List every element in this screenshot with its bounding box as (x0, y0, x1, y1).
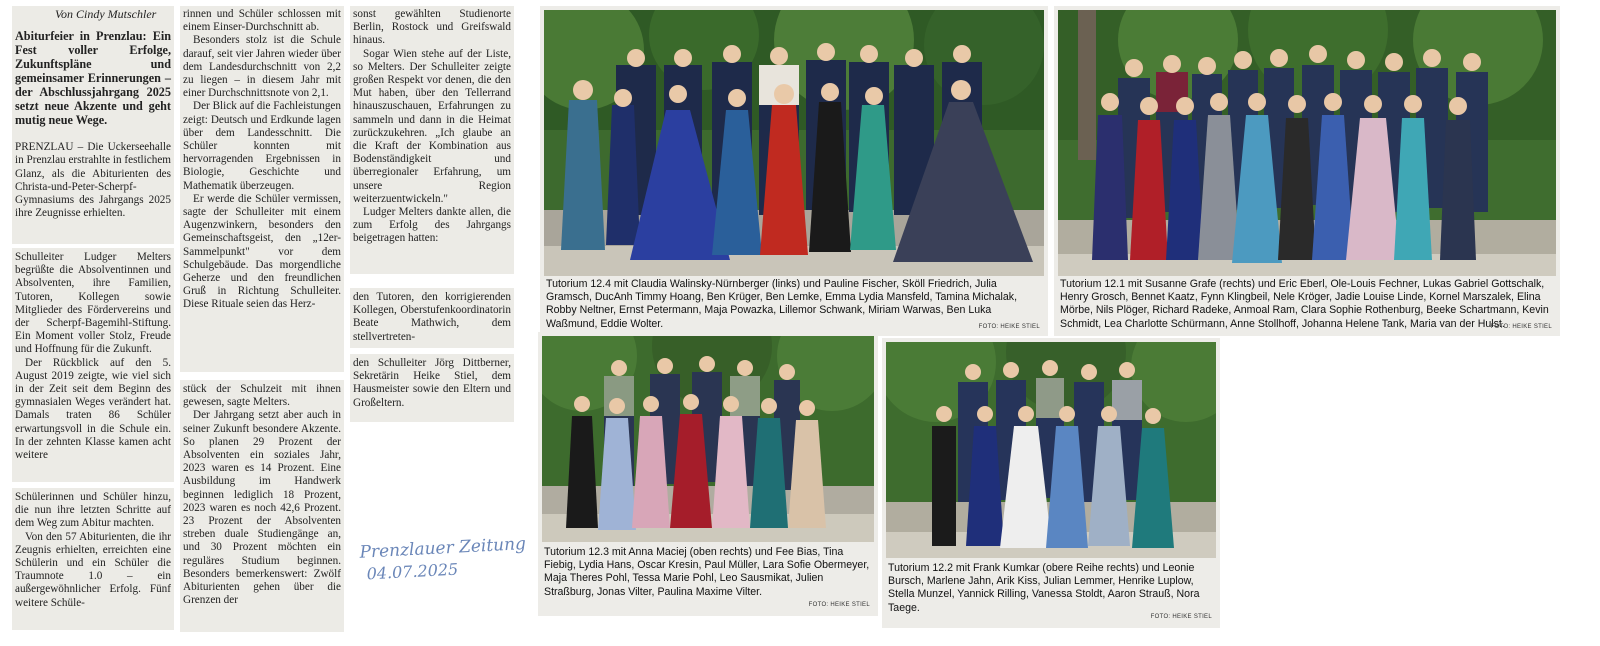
article-column-3c (350, 354, 514, 422)
photo-caption-12-3 (542, 546, 874, 614)
group-photo-12-1 (1058, 10, 1556, 276)
group-photo-12-4 (544, 10, 1044, 276)
caption-text: Tutorium 12.1 mit Susanne Grafe (rechts) und Eric Eberl, Ole-Louis Fechner, Lukas Gabriel Gottschalk, Henry Grosch, Bennet Kaatz, Fynn Klingbeil, Nele Kröger, Jadie Louise Linde, Kornel Marszalek, Elina Mörbe, Nils Plöger, Richard Radeke, Anmoal Ram, Clara Sophie Rothenburg, Beeke Schartmann, Kevin Schmidt, Lea Charlotte Schürmann, Anne Stollhoff, Johanna Helene Tank, Maria van der Hulst. (1060, 278, 1549, 330)
photo-credit: FOTO: HEIKE STIEL (808, 601, 870, 608)
caption-text: Tutorium 12.3 mit Anna Maciej (oben rechts) und Fee Bias, Tina Fiebig, Lydia Hans, Oscar Kresin, Paul Müller, Lara Sofie Obermeyer, Maja Theres Pohl, Tessa Marie Pohl, Leo Sausmikat, Julien Straßburg, Jonas Vilter, Paulina Maxime Vilter. (544, 546, 870, 598)
article-paragraph: den Schulleiter Jörg Dittberner, Sekretärin Heike Stiel, dem Hausmeister sowie den Eltern und Großeltern. (353, 357, 511, 409)
article-column-1 (12, 6, 174, 244)
article-paragraph: Besonders stolz ist die Schule darauf, seit vier Jahren wieder über dem Landesdurchschnitt von 2,2 zu liegen – in diesem Jahr mit einer Durchschnittsnote von 2,1. (183, 34, 341, 100)
photo-caption-12-1 (1058, 278, 1556, 336)
article-column-2b (180, 380, 344, 632)
article-column-3 (350, 6, 514, 274)
caption-text: Tutorium 12.4 mit Claudia Walinsky-Nürnberger (links) und Pauline Fischer, Sköll Friedrich, Julia Gramsch, DucAnh Timmy Hoang, Ben Krüger, Ben Lemke, Emma Lydia Mansfeld, Tamina Michalak, Robby Neltner, Ernst Petermann, Maja Powazka, Lillemor Schwank, Miriam Warwas, Ben Luka Waßmund, Eddie Wolter. (546, 278, 1018, 330)
group-photo-12-3 (542, 336, 874, 542)
article-paragraph: Schülerinnen und Schüler hinzu, die nun ihre letzten Schritte auf dem Weg zum Abitur machten. (15, 491, 171, 530)
article-lead: Abiturfeier in Prenzlau: Ein Fest voller Erfolge, Zukunftspläne und gemeinsamer Erinnerungen – der Abschlussjahrgang 2025 setzt neue Akzente und geht mutig neue Wege. (15, 29, 171, 128)
handwritten-note (359, 533, 541, 583)
article-paragraph: rinnen und Schüler schlossen mit einem Einser-Durchschnitt ab. (183, 8, 341, 34)
article-column-1b (12, 248, 174, 482)
byline: Von Cindy Mutschler (55, 7, 157, 21)
group-photo-12-2 (886, 342, 1216, 558)
article-paragraph: Der Blick auf die Fachleistungen zeigt: Deutsch und Erdkunde lagen über dem Landesschnitt. Die Schüler konnten mit hervorragenden Ergebnissen in Biologie, Geschichte und Mathematik überzeugen. (183, 100, 341, 192)
article-paragraph: Ludger Melters dankte allen, die zum Erfolg des Jahrgangs beigetragen hatten: (353, 206, 511, 245)
article-paragraph: Von den 57 Abiturienten, die ihr Zeugnis erhielten, erreichten eine Schülerin und ein Schüler die Traumnote 1.0 – ein außergewöhnlicher Erfolg. Fünf weitere Schüle- (15, 530, 171, 609)
article-column-1c (12, 488, 174, 630)
photo-credit: FOTO: HEIKE STIEL (978, 323, 1040, 330)
article-column-2 (180, 6, 344, 372)
photo-credit: FOTO: HEIKE STIEL (1490, 323, 1552, 330)
article-paragraph: sonst gewählten Studienorte Berlin, Rostock und Greifswald hinaus. (353, 8, 511, 47)
article-paragraph: stück der Schulzeit mit ihnen gewesen, sagte Melters. (183, 383, 341, 409)
article-paragraph: PRENZLAU – Die Uckerseehalle in Prenzlau erstrahlte in festlichem Glanz, als die Abiturienten des Christa-und-Peter-Scherpf-Gymnasiums des Jahrgangs 2025 ihre Zeugnisse erhielten. (15, 141, 171, 220)
caption-text: Tutorium 12.2 mit Frank Kumkar (obere Reihe rechts) und Leonie Bursch, Marlene Jahn, Arik Kiss, Julian Lemmer, Henrike Luplow, Stella Munzel, Yannick Rilling, Vanessa Stoldt, Aaron Strauß, Nora Taege. (888, 562, 1200, 614)
article-paragraph: Schulleiter Ludger Melters begrüßte die Absolventinnen und Absolventen, ihre Familien, Tutoren, Kollegen sowie Mitglieder des Fördervereins und der Scherpf-Bagemihl-Stiftung. Ein Moment voller Stolz, Freude und Hoffnung für die Zukunft. (15, 251, 171, 356)
article-paragraph: Der Jahrgang setzt aber auch in seiner Zukunft besondere Akzente. So planen 29 Prozent der Absolventen ein soziales Jahr, 2023 waren es 14 Prozent. Eine Ausbildung im Handwerk beginnen lediglich 18 Prozent, 2023 waren es noch 42,6 Prozent. 23 Prozent der Absolventen streben duale Studiengänge an, und 30 Prozent möchten ein reguläres Studium beginnen. Besonders bemerkenswert: Zwölf Abiturienten gehen über die Grenzen der (183, 409, 341, 607)
handwritten-source: Prenzlauer Zeitung (359, 534, 527, 563)
article-paragraph: Der Rückblick auf den 5. August 2019 zeigte, wie viel sich in der Zeit seit dem Beginn des gymnasialen Weges verändert hat. Damals traten 86 Schüler erwartungsvoll in die Schule ein. In der zehnten Klasse kamen acht weitere (15, 356, 171, 462)
photo-caption-12-4 (544, 278, 1044, 336)
article-paragraph: den Tutoren, den korrigierenden Kollegen, Oberstufenkoordinatorin Beate Mathwich, dem stellvertreten- (353, 291, 511, 343)
article-paragraph: Sogar Wien stehe auf der Liste, so Melters. Der Schulleiter zeigte großen Respekt vor denen, die den Mut haben, über den Tellerrand hinauszuschauen, Erfahrungen zu sammeln und dann in die Heimat zurückzukehren. „Ich glaube an die Kraft der Kombination aus Bodenständigkeit und überregionaler Erfahrung, um unsere Region weiterzuentwickeln." (353, 47, 511, 205)
article-paragraph: Er werde die Schüler vermissen, sagte der Schulleiter mit einem Augenzwinkern, besonders den Gemeinschaftsgeist, den „12er-Sammelpunkt" vor dem Schulgebäude. Das morgendliche Geherze und den freundlichen Gruß in Richtung Schulleiter. Diese Rituale seien das Herz- (183, 192, 341, 311)
article-column-3b (350, 288, 514, 348)
photo-credit: FOTO: HEIKE STIEL (1150, 613, 1212, 620)
photo-caption-12-2 (886, 562, 1216, 626)
handwritten-date: 04.07.2025 (366, 559, 459, 584)
